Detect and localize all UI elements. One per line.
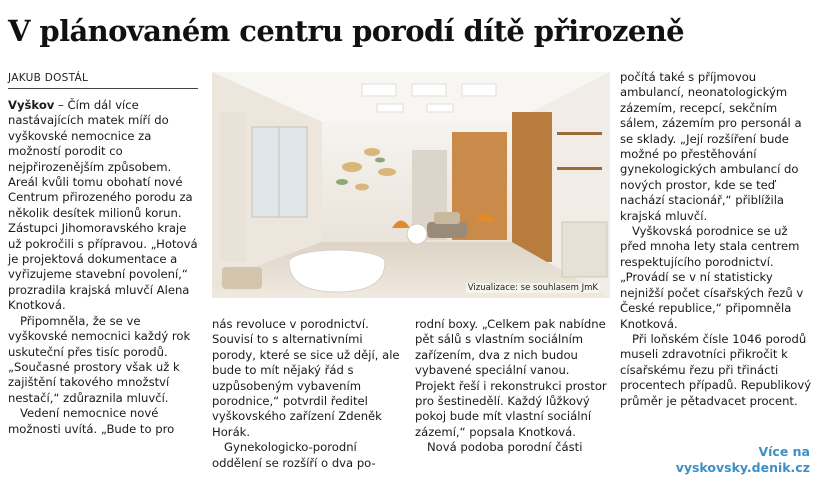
article-column-2 bbox=[212, 317, 404, 471]
paragraph: Vedení nemocnice nové možnosti uvítá. „Bude to pro bbox=[8, 406, 175, 436]
paragraph: rodní boxy. „Celkem pak nabídne pět sálů s vlastním sociálním zařízením, dva z nich budou vybavené speciální vanou. Projekt řeší i rekonstrukci prostor pro šestinedělí. Každý lůžkový pokoj bude mít vlastní sociální zázemí,“ popsala Knotková. bbox=[415, 317, 607, 439]
more-link-url[interactable]: vyskovsky.denik.cz bbox=[675, 460, 810, 475]
article-photo bbox=[212, 72, 610, 298]
dateline-place: Vyškov bbox=[8, 98, 55, 112]
article-column-4 bbox=[620, 70, 813, 409]
paragraph: Nová podoba porodní části bbox=[427, 440, 583, 455]
paragraph: Vyškovská porodnice se už před mnoha lety stala centrem respektujícího porodnictví. „Provádí se v ní statisticky nejnižší počet císařských řezů v České republice,“ připomněla Knotková. bbox=[620, 224, 804, 331]
paragraph: počítá také s příjmovou ambulancí, neonatologickým zázemím, recepcí, sekčním sálem, zázemím pro personál a se sklady. „Její rozšíření bude možné po přestěhování gynekologických ambulancí do nových prostor, kde se teď nachází stacionář,“ přiblížila krajská mluvčí. bbox=[620, 70, 802, 223]
paragraph-text: – Čím dál více nastávajících matek míří do vyškovské nemocnice za možností porodit co nejpřirozenějším způsobem. Areál kvůli tomu obohatí nové Centrum přirozeného porodu za několik desítek milionů korun. Zástupci Jihomoravského kraje už pokročili s přípravou. „Hotová je projektová dokumentace a vyřizujeme stavební povolení,“ prozradila krajská mluvčí Alena Knotková. bbox=[8, 98, 198, 313]
paragraph bbox=[8, 98, 203, 314]
more-link[interactable] bbox=[676, 444, 810, 476]
headline: V plánovaném centru porodí dítě přirozeně bbox=[8, 14, 685, 48]
more-link-label: Více na bbox=[758, 444, 810, 459]
paragraph: Gynekologicko-porodní oddělení se rozšíří o dva po- bbox=[212, 440, 376, 470]
article-column-1 bbox=[8, 98, 203, 437]
article-column-3 bbox=[415, 317, 610, 456]
author-byline: JAKUB DOSTÁL bbox=[8, 72, 198, 89]
paragraph: Při loňském čísle 1046 porodů museli zdravotníci přikročit k císařskému řezu při třinácti procentech případů. Republikový průměr je pětadvacet procent. bbox=[620, 331, 812, 408]
paragraph: Připomněla, že se ve vyškovské nemocnici každý rok uskuteční přes tisíc porodů. „Současné prostory však už k zajištění takového množství nestačí,“ zdůraznila mluvčí. bbox=[8, 313, 191, 405]
photo-caption: Vizualizace: se souhlasem JmK bbox=[467, 283, 598, 293]
paragraph: nás revoluce v porodnictví. Souvisí to s alternativními porody, které se sice už dějí, ale bude to mít nějaký řád s uzpůsobeným vybavením porodnice,“ potvrdil ředitel vyškovského zařízení Zdeněk Horák. bbox=[212, 317, 400, 439]
birth-center-visualization bbox=[212, 72, 610, 298]
